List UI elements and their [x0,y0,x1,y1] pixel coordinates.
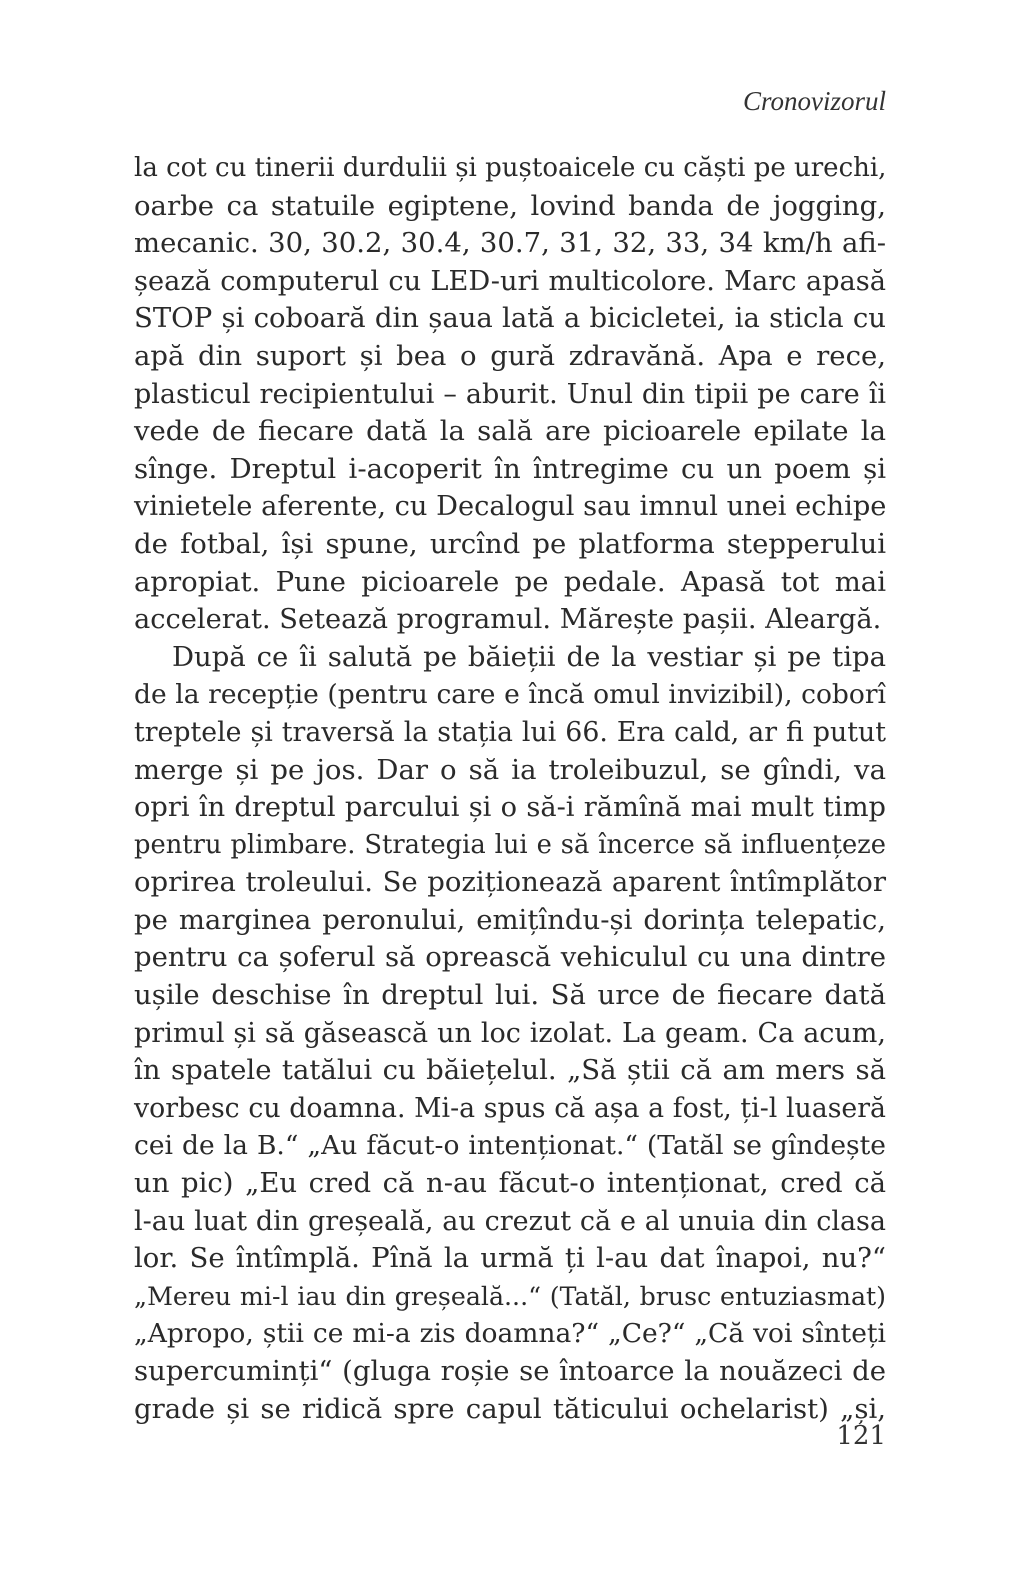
text-line: grade și se ridică spre capul tăticului ochelarist) „și, [134,1392,886,1425]
text-line: oprirea troleului. Se poziționează aparent întîmplător [134,866,886,899]
text-line: ușile deschise în dreptul lui. Să urce de fiecare dată [134,979,886,1012]
text-line: pentru plimbare. Strategia lui e să încerce să influențeze [134,829,886,860]
text-line: supercuminți“ (gluga roșie se întoarce la nouăzeci de [134,1355,886,1387]
text-line: opri în dreptul parcului și o să-i rămînă mai mult timp [134,792,886,824]
text-line: vinietele aferente, cu Decalogul sau imnul unei echipe [134,491,887,523]
text-line: accelerat. Setează programul. Mărește pașii. Aleargă. [134,604,882,636]
text-line: plasticul recipientului – aburit. Unul din tipii pe care îi [134,378,886,410]
text-line: După ce îi salută pe băieții de la vestiar și pe tipa [172,640,886,673]
text-line: „Apropo, știi ce mi-a zis doamna?“ „Ce?“ „Că voi sînteți [134,1318,886,1350]
text-line: șează computerul cu LED-uri multicolore. Marc apasă [134,265,886,297]
text-line: vede de fiecare dată la sală are picioarele epilate la [134,415,886,448]
text-line: treptele și traversă la stația lui 66. Era cald, ar fi putut [134,716,886,748]
text-line: în spatele tatălui cu băiețelul. „Să știi că am mers să [134,1054,886,1087]
text-line: STOP și coboară din șaua lată a bicicletei, ia sticla cu [134,302,886,335]
text-line: vorbesc cu doamna. Mi-a spus că așa a fost, ți-l luaseră [134,1092,886,1124]
text-line: pentru ca șoferul să oprească vehiculul cu una dintre [134,941,886,974]
body-text [134,150,886,1428]
text-line: „Mereu mi-l iau din greșeală...“ (Tatăl, brusc entuziasmat) [134,1281,886,1311]
text-line: de la recepție (pentru care e încă omul invizibil), coborî [134,679,886,711]
text-line: un pic) „Eu cred că n-au făcut-o intenționat, cred că [134,1167,886,1200]
text-line: apă din suport și bea o gură zdravănă. Apa e rece, [134,339,886,372]
text-line: oarbe ca statuile egiptene, lovind banda de jogging, [134,189,886,222]
text-line: lor. Se întîmplă. Pînă la urmă ți l-au dat înapoi, nu?“ [134,1242,886,1275]
text-line: sînge. Dreptul i-acoperit în întregime cu un poem și [134,452,886,485]
page-number: 121 [836,1421,886,1451]
text-line: cei de la B.“ „Au făcut-o intenționat.“ (Tatăl se gîndește [134,1130,886,1162]
text-line: l-au luat din greșeală, au crezut că e al unuia din clasa [134,1205,886,1237]
text-line: la cot cu tinerii durdulii și puștoaicele cu căști pe urechi, [134,153,887,183]
text-line: de fotbal, își spune, urcînd pe platforma stepperului [134,527,886,560]
running-head: Cronovizorul [742,86,886,116]
text-line: pe marginea peronului, emițîndu-și dorința telepatic, [134,903,886,936]
text-line: merge și pe jos. Dar o să ia troleibuzul, se gîndi, va [134,753,886,786]
text-line: primul și să găsească un loc izolat. La geam. Ca acum, [134,1017,886,1049]
text-line: mecanic. 30, 30.2, 30.4, 30.7, 31, 32, 33, 34 km/h afi- [134,227,886,260]
text-line: apropiat. Pune picioarele pe pedale. Apasă tot mai [134,565,886,598]
